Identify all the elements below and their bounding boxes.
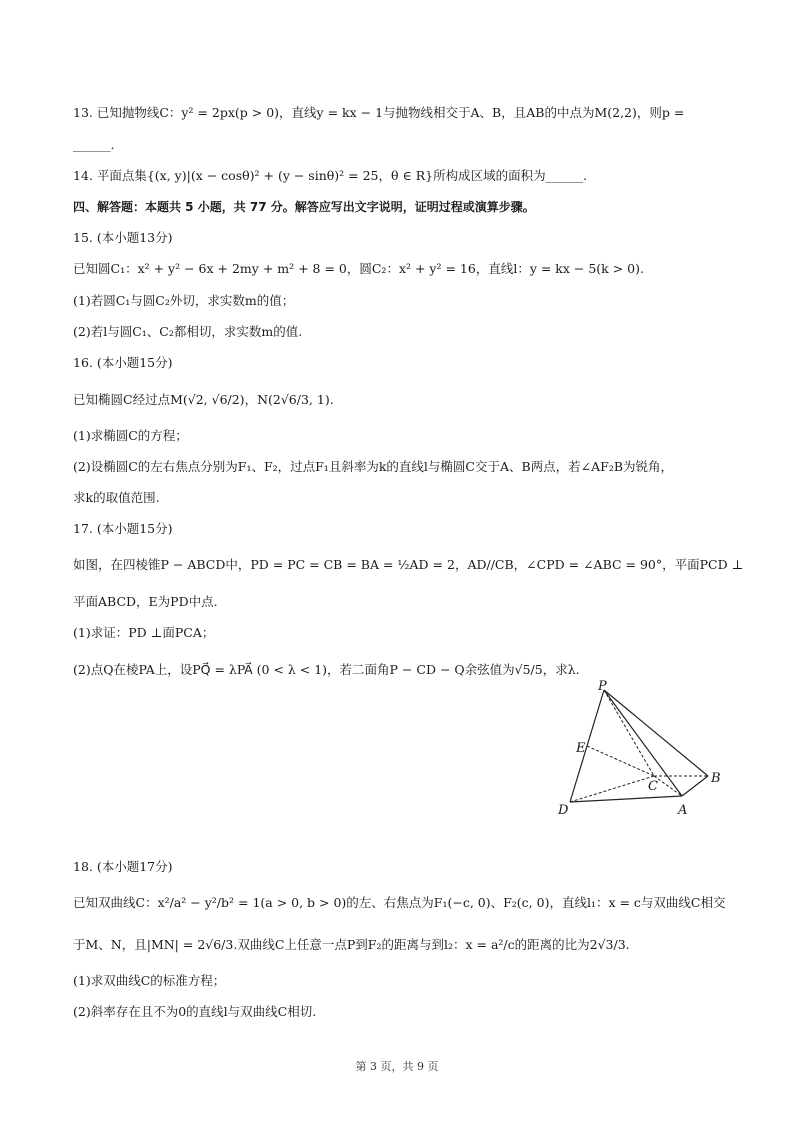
q16-part1: (1)求椭圆C的方程； (73, 428, 188, 443)
q18-header: 18. (本小题17分) (73, 859, 173, 874)
q16-part2-cont: 求k的取值范围. (73, 490, 160, 505)
page-footer: 第 3 页，共 9 页 (355, 1060, 439, 1073)
q15-part2: (2)若l与圆C₁、C₂都相切，求实数m的值. (73, 324, 303, 339)
q18-part2: (2)斜率存在且不为0的直线l与双曲线C相切. (73, 1004, 317, 1019)
q17-part1: (1)求证：PD ⊥面PCA； (73, 625, 215, 640)
edge-CA (654, 776, 682, 796)
q15-header: 15. (本小题13分) (73, 230, 173, 245)
q18-stem: 已知双曲线C：x²/a² − y²/b² = 1(a > 0, b > 0)的左、右焦点为F₁(−c, 0)、F₂(c, 0)，直线l₁：x = c与双曲线C相交 (73, 895, 726, 910)
q17-stem-cont: 平面ABCD，E为PD中点. (73, 594, 218, 609)
label-B: B (711, 771, 721, 786)
section-heading: 四、解答题：本题共 5 小题，共 77 分。解答应写出文字说明，证明过程或演算步骤。 (73, 200, 535, 214)
q16-header: 16. (本小题15分) (73, 355, 173, 370)
edge-EC (587, 746, 654, 776)
line-q13: 13. 已知抛物线C：y² = 2px(p > 0)，直线y = kx − 1与抛物线相交于A、B，且AB的中点为M(2,2)，则p = (73, 105, 685, 120)
q16-stem: 已知椭圆C经过点M(√2, √6/2)，N(2√6/3, 1). (73, 392, 334, 407)
line-q13-blank: ______. (73, 137, 115, 152)
q17-part2: (2)点Q在棱PA上，设PQ⃗ = λPA⃗ (0 < λ < 1)，若二面角P − CD − Q余弦值为√5/5，求λ. (73, 662, 580, 677)
line-q14: 14. 平面点集{(x, y)|(x − cosθ)² + (y − sinθ)² = 25，θ ∈ R}所构成区域的面积为______. (73, 168, 588, 183)
label-C: C (648, 779, 658, 794)
label-P: P (598, 680, 607, 694)
label-A: A (678, 803, 688, 818)
edge-PC (604, 690, 654, 776)
label-D: D (558, 803, 569, 818)
q15-part1: (1)若圆C₁与圆C₂外切，求实数m的值； (73, 293, 295, 308)
q18-part1: (1)求双曲线C的标准方程； (73, 973, 226, 988)
edge-AB (682, 776, 708, 796)
q16-part2: (2)设椭圆C的左右焦点分别为F₁、F₂，过点F₁且斜率为k的直线l与椭圆C交于A、B两点，若∠AF₂B为锐角， (73, 459, 674, 474)
q17-stem: 如图，在四棱锥P − ABCD中，PD = PC = CB = BA = ½AD = 2，AD//CB，∠CPD = ∠ABC = 90°，平面PCD ⊥ (73, 557, 744, 572)
pyramid-figure (556, 680, 736, 820)
q15-stem: 已知圆C₁：x² + y² − 6x + 2my + m² + 8 = 0，圆C₂：x² + y² = 16，直线l：y = kx − 5(k > 0). (73, 261, 644, 276)
q18-stem-cont: 于M、N，且|MN| = 2√6/3.双曲线C上任意一点P到F₂的距离与到l₂：x = a²/c的距离的比为2√3/3. (73, 937, 630, 952)
label-E: E (576, 741, 586, 756)
edge-PA (604, 690, 682, 796)
q17-header: 17. (本小题15分) (73, 521, 173, 536)
edge-PB (604, 690, 708, 776)
